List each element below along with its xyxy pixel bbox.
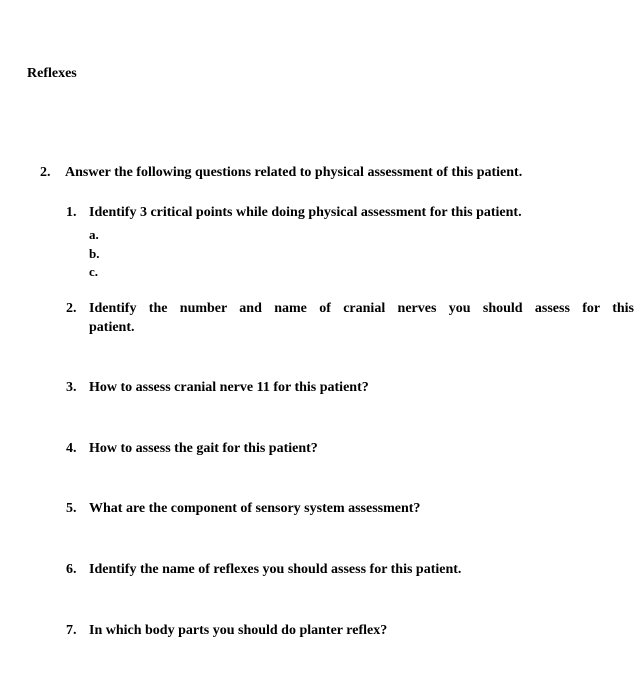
sub-question-1 [66,205,626,225]
sub-question-text: How to assess the gait for this patient? [89,441,318,456]
sub-question-3 [66,380,626,400]
sub-question-number: 3. [66,380,77,395]
sub-question-number: 2. [66,301,77,316]
sub-question-text: What are the component of sensory system assessment? [89,501,421,516]
sub-question-5 [66,501,626,521]
sub-question-4 [66,441,626,461]
main-question-text: Answer the following questions related to physical assessment of this patient. [65,165,523,180]
answer-option-c: c. [89,264,99,279]
sub-question-number: 7. [66,623,77,638]
sub-question-number: 1. [66,205,77,220]
sub-question-6 [66,562,626,582]
sub-question-text-line1: Identify the number and name of cranial nerves you should assess for this [89,301,634,316]
sub-question-number: 5. [66,501,77,516]
sub-question-text: Identify the name of reflexes you should assess for this patient. [89,562,462,577]
answer-option-b: b. [89,246,100,261]
sub-question-7 [66,623,626,643]
main-question-number: 2. [40,165,51,180]
sub-question-text-line2: patient. [89,320,135,335]
main-question [40,165,640,185]
sub-question-number: 4. [66,441,77,456]
answer-option-a: a. [89,227,99,242]
sub-question-number: 6. [66,562,77,577]
page-heading: Reflexes [27,66,77,81]
sub-question-text: In which body parts you should do planter reflex? [89,623,388,638]
sub-question-text: Identify 3 critical points while doing physical assessment for this patient. [89,205,522,220]
sub-question-text: How to assess cranial nerve 11 for this patient? [89,380,369,395]
